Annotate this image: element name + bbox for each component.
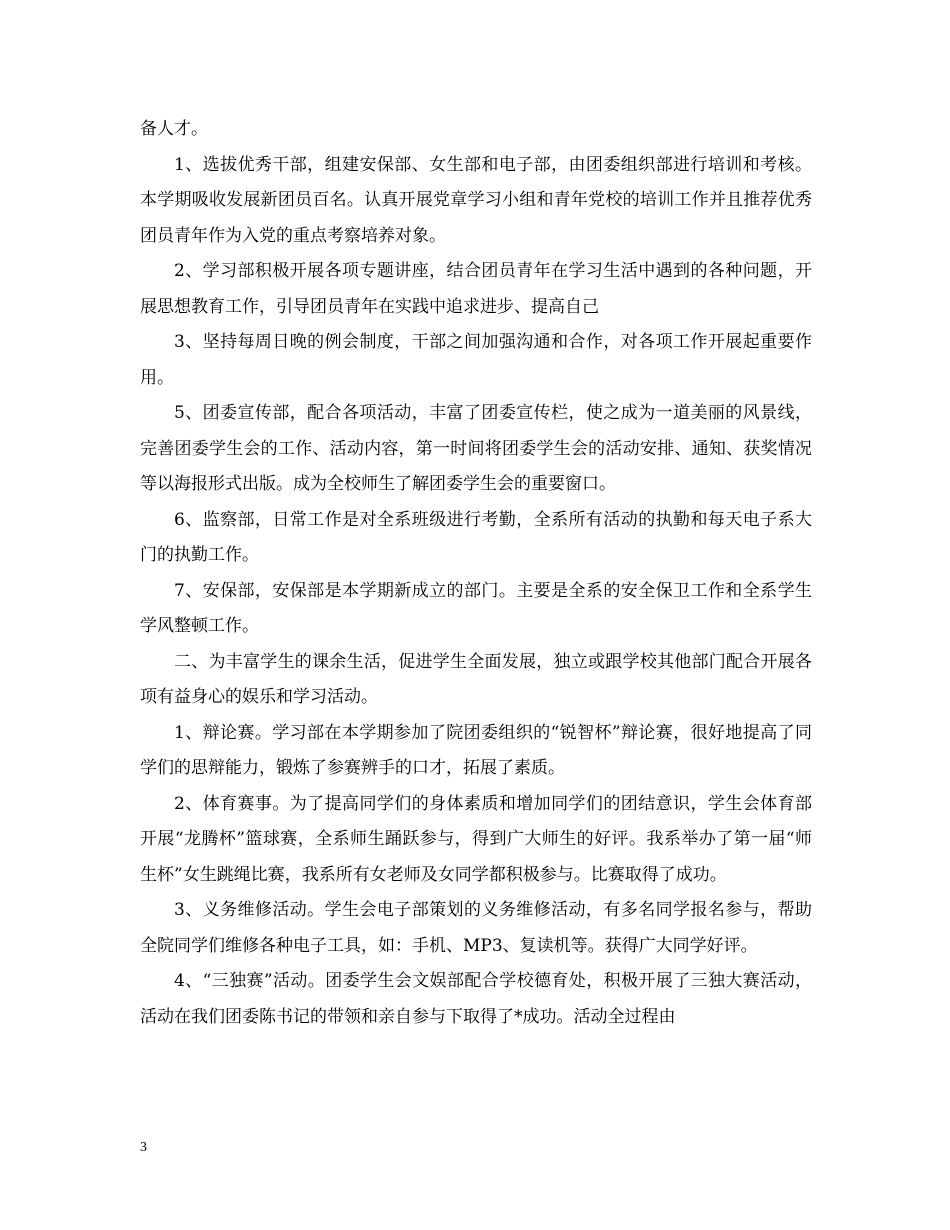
paragraph: 7、安保部，安保部是本学期新成立的部门。主要是全系的安全保卫工作和全系学生学风整顿工作。	[140, 580, 812, 636]
document-body	[140, 112, 812, 1035]
paragraph: 3、义务维修活动。学生会电子部策划的义务维修活动，有多名同学报名参与，帮助全院同学们维修各种电子工具，如：手机、MP3、复读机等。获得广大同学好评。	[140, 900, 812, 956]
paragraph: 1、辩论赛。学习部在本学期参加了院团委组织的“锐智杯”辩论赛，很好地提高了同学们的思辩能力，锻炼了参赛辨手的口才，拓展了素质。	[140, 722, 812, 778]
paragraph: 3、坚持每周日晚的例会制度，干部之间加强沟通和合作，对各项工作开展起重要作用。	[140, 332, 812, 388]
paragraph: 1、选拔优秀干部，组建安保部、女生部和电子部，由团委组织部进行培训和考核。本学期吸收发展新团员百名。认真开展党章学习小组和青年党校的培训工作并且推荐优秀团员青年作为入党的重点考察培养对象。	[140, 154, 812, 246]
paragraph: 2、体育赛事。为了提高同学们的身体素质和增加同学们的团结意识，学生会体育部开展“龙腾杯”篮球赛，全系师生踊跃参与，得到广大师生的好评。我系举办了第一届“师生杯”女生跳绳比赛，我系所有女老师及女同学都积极参与。比赛取得了成功。	[140, 793, 812, 885]
paragraph: 5、团委宣传部，配合各项活动，丰富了团委宣传栏，使之成为一道美丽的风景线，完善团委学生会的工作、活动内容，第一时间将团委学生会的活动安排、通知、获奖情况等以海报形式出版。成为全校师生了解团委学生会的重要窗口。	[140, 403, 812, 494]
page-number: 3	[140, 1140, 147, 1155]
paragraph: 2、学习部积极开展各项专题讲座，结合团员青年在学习生活中遇到的各种问题，开展思想教育工作，引导团员青年在实践中追求进步、提高自己	[140, 261, 812, 317]
paragraph: 备人才。	[140, 119, 208, 139]
paragraph: 4、“三独赛”活动。团委学生会文娱部配合学校德育处，积极开展了三独大赛活动，活动在我们团委陈书记的带领和亲自参与下取得了*成功。活动全过程由	[140, 971, 812, 1027]
paragraph: 6、监察部，日常工作是对全系班级进行考勤，全系所有活动的执勤和每天电子系大门的执勤工作。	[140, 509, 812, 565]
paragraph: 二、为丰富学生的课余生活，促进学生全面发展，独立或跟学校其他部门配合开展各项有益身心的娱乐和学习活动。	[140, 651, 812, 707]
